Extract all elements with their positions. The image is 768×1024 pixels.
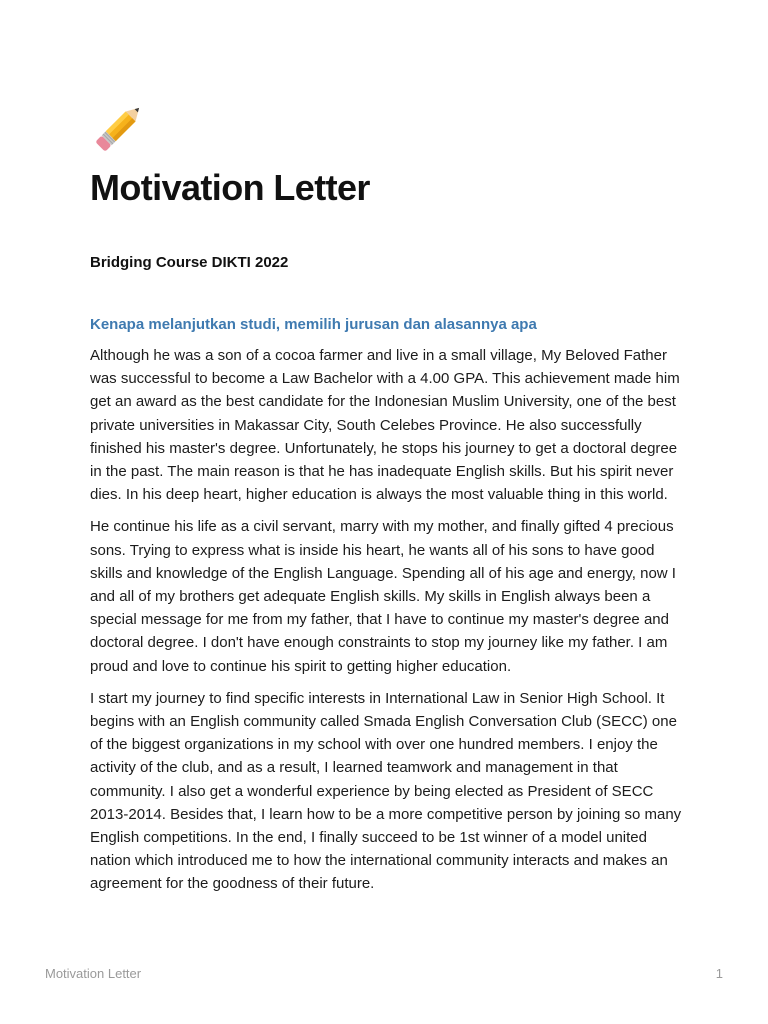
pencil-icon <box>90 96 150 158</box>
footer-page-number: 1 <box>715 966 723 981</box>
footer-document-name: Motivation Letter <box>45 966 142 981</box>
body-paragraph: He continue his life as a civil servant, marry with my mother, and finally gifted 4 precious sons. Trying to express what is inside his heart, he wants all of his sons to have good skills and knowledge of the English Language. Spending all of his age and energy, now I and all of my brothers get adequate English skills. My skills in English always been a special message for me from my father, that I have to continue my master's degree and doctoral degree. I don't have enough constraints to stop my journey like my father. I am proud and love to continue his spirit to getting higher education. <box>90 518 676 675</box>
body-paragraph: I start my journey to find specific interests in International Law in Senior High School. It begins with an English community called Smada English Conversation Club (SECC) one of the biggest organizations in my school with over one hundred members. I enjoy the activity of the club, and as a result, I learned teamwork and management in that community. I also get a wonderful experience by being elected as President of SECC 2013-2014. Besides that, I learn how to be a more competitive person by joining so many English competitions. In the end, I finally succeed to be 1st winner of a model united nation which introduced me to how the international community interacts and makes an agreement for the goodness of their future. <box>90 689 682 893</box>
page-footer <box>45 966 723 981</box>
section-heading: Kenapa melanjutkan studi, memilih jurusan dan alasannya apa <box>90 316 537 333</box>
body-paragraph: Although he was a son of a cocoa farmer and live in a small village, My Beloved Father was successful to become a Law Bachelor with a 4.00 GPA. This achievement made him get an award as the best candidate for the Indonesian Muslim University, one of the best private universities in Makassar City, South Celebes Province. He also successfully finished his master's degree. Unfortunately, he stops his journey to get a doctoral degree in the past. The main reason is that he has inadequate English skills. But his spirit never dies. In his deep heart, higher education is always the most valuable thing in this world. <box>90 347 680 504</box>
page-title: Motivation Letter <box>90 167 370 208</box>
subtitle: Bridging Course DIKTI 2022 <box>90 254 289 271</box>
document-page <box>90 96 682 896</box>
